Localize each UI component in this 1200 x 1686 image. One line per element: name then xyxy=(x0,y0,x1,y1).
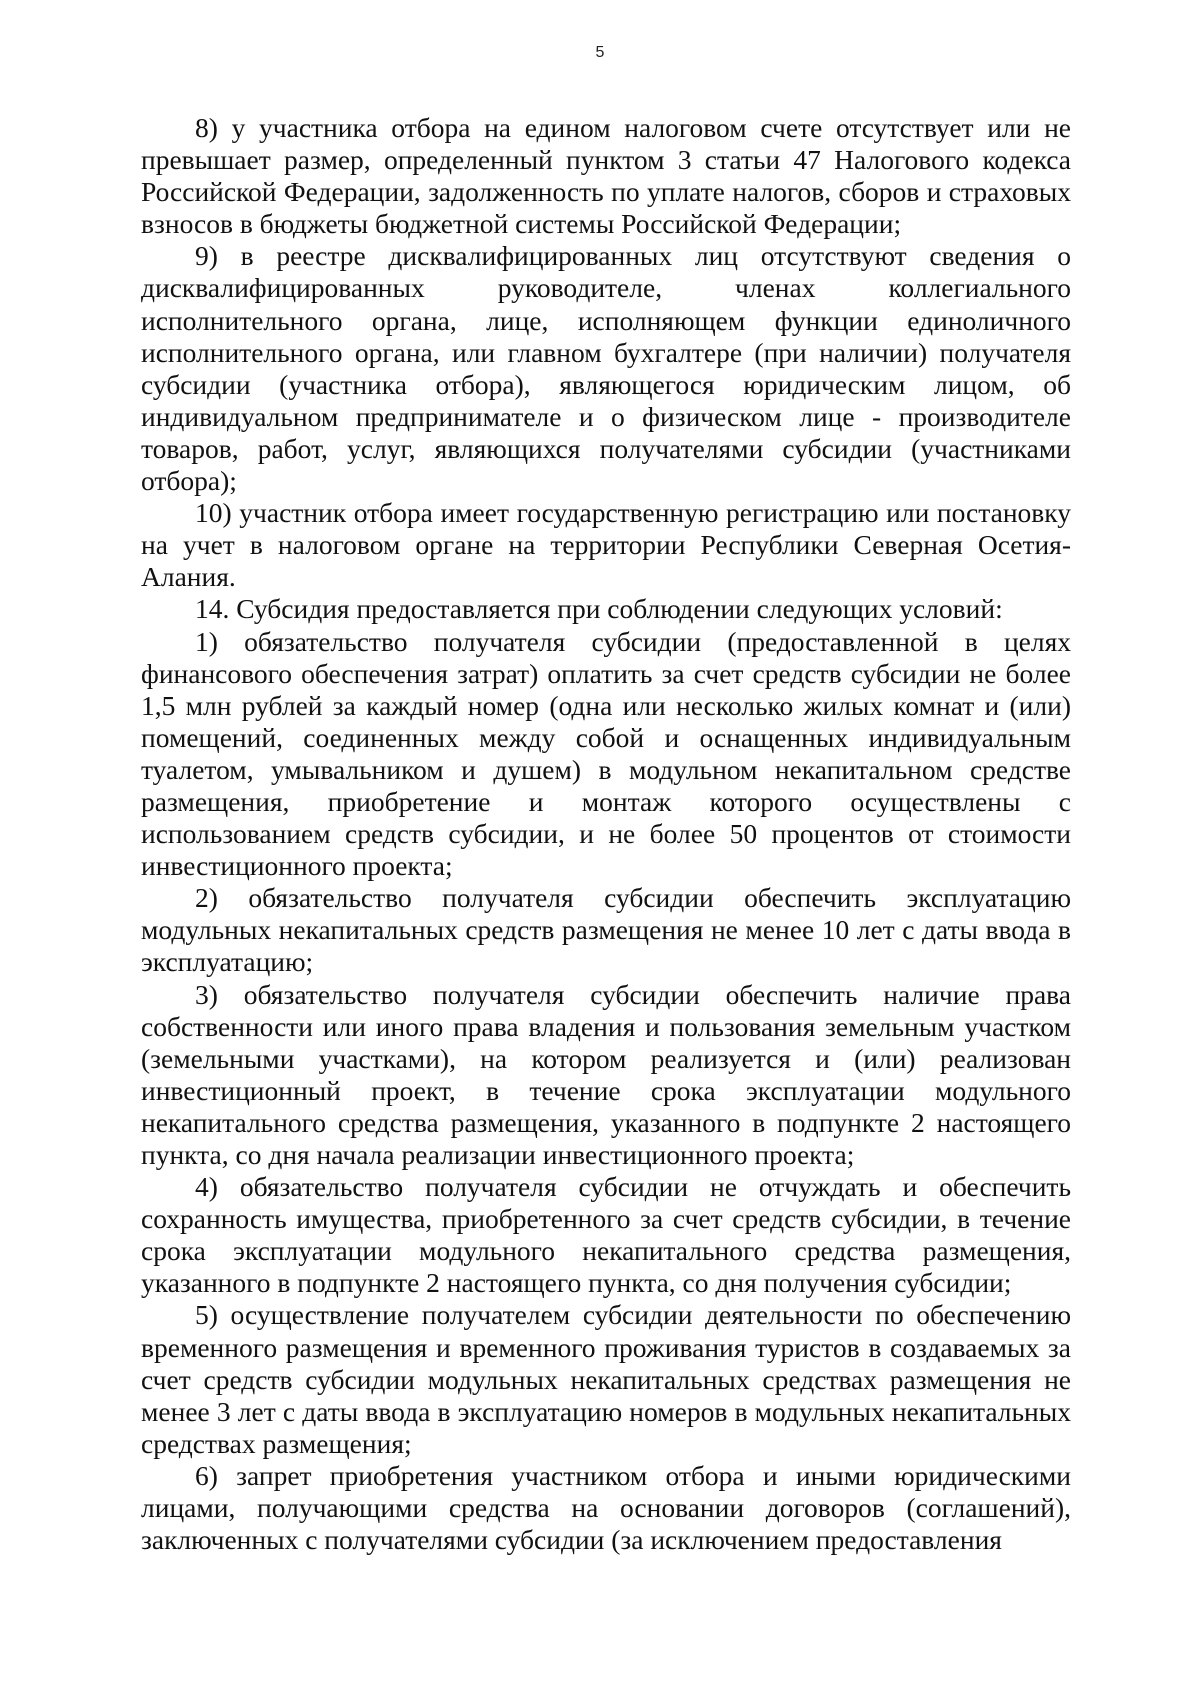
paragraph-item-10: 10) участник отбора имеет государственную регистрацию или постановку на учет в налоговом органе на территории Республики Северная Осетия-Алания. xyxy=(141,497,1071,593)
paragraph-condition-1: 1) обязательство получателя субсидии (предоставленной в целях финансового обеспечения затрат) оплатить за счет средств субсидии не более 1,5 млн рублей за каждый номер (одна или несколько жилых комнат и (или) помещений, соединенных между собой и оснащенных индивидуальным туалетом, умывальником и душем) в модульном некапитальном средстве размещения, приобретение и монтаж которого осуществлены с использованием средств субсидии, и не более 50 процентов от стоимости инвестиционного проекта; xyxy=(141,625,1071,882)
paragraph-item-8: 8) у участника отбора на едином налоговом счете отсутствует или не превышает размер, определенный пунктом 3 статьи 47 Налогового кодекса Российской Федерации, задолженность по уплате налогов, сборов и страховых взносов в бюджеты бюджетной системы Российской Федерации; xyxy=(141,112,1071,240)
paragraph-condition-2: 2) обязательство получателя субсидии обеспечить эксплуатацию модульных некапитальных средств размещения не менее 10 лет с даты ввода в эксплуатацию; xyxy=(141,882,1071,978)
paragraph-item-9: 9) в реестре дисквалифицированных лиц отсутствуют сведения о дисквалифицированных руководителе, членах коллегиального исполнительного органа, лице, исполняющем функции единоличного исполнительного органа, или главном бухгалтере (при наличии) получателя субсидии (участника отбора), являющегося юридическим лицом, об индивидуальном предпринимателе и о физическом лице - производителе товаров, работ, услуг, являющихся получателями субсидии (участниками отбора); xyxy=(141,240,1071,497)
document-body xyxy=(141,112,1071,1556)
paragraph-condition-4: 4) обязательство получателя субсидии не отчуждать и обеспечить сохранность имущества, приобретенного за счет средств субсидии, в течение срока эксплуатации модульного некапитального средства размещения, указанного в подпункте 2 настоящего пункта, со дня получения субсидии; xyxy=(141,1171,1071,1299)
paragraph-condition-6: 6) запрет приобретения участником отбора и иными юридическими лицами, получающими средства на основании договоров (соглашений), заключенных с получателями субсидии (за исключением предоставления xyxy=(141,1459,1071,1556)
page-number: 5 xyxy=(595,44,605,61)
paragraph-section-14: 14. Субсидия предоставляется при соблюдении следующих условий: xyxy=(195,593,1003,625)
paragraph-condition-5: 5) осуществление получателем субсидии деятельности по обеспечению временного размещения и временного проживания туристов в создаваемых за счет средств субсидии модульных некапитальных средствах размещения не менее 3 лет с даты ввода в эксплуатацию номеров в модульных некапитальных средствах размещения; xyxy=(141,1299,1071,1459)
paragraph-condition-3: 3) обязательство получателя субсидии обеспечить наличие права собственности или иного права владения и пользования земельным участком (земельными участками), на котором реализуется и (или) реализован инвестиционный проект, в течение срока эксплуатации модульного некапитального средства размещения, указанного в подпункте 2 настоящего пункта, со дня начала реализации инвестиционного проекта; xyxy=(141,978,1071,1170)
